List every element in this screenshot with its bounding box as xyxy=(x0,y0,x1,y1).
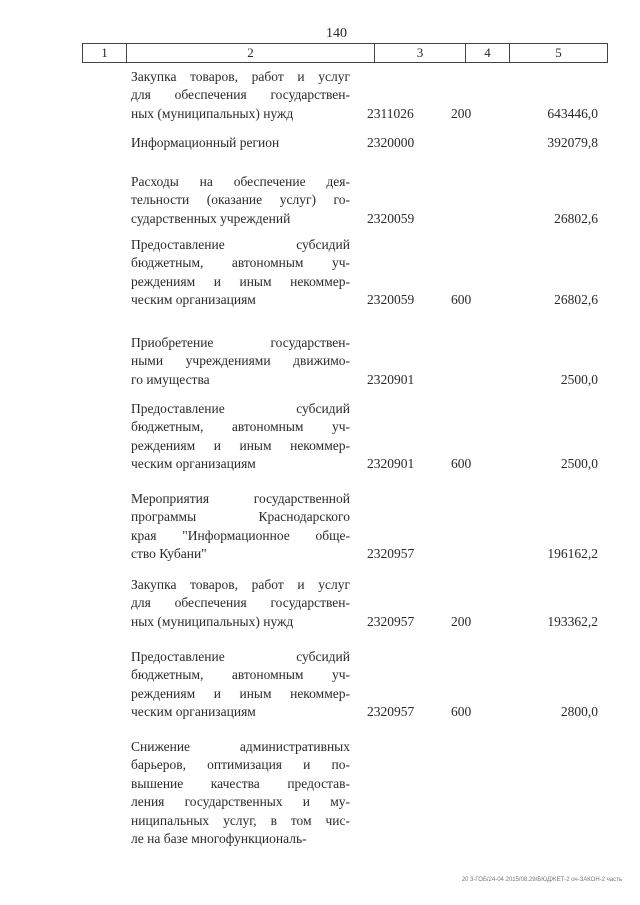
row-amount: 196162,2 xyxy=(547,546,598,562)
row-expense-type: 600 xyxy=(451,292,472,308)
row-expense-type: 200 xyxy=(451,105,472,121)
row-amount: 392079,8 xyxy=(547,135,598,150)
column-header-2: 2 xyxy=(127,44,375,62)
row-code: 2320957 xyxy=(367,613,415,629)
row-name-line: Мероприятия государственной xyxy=(131,491,350,506)
row-code: 2320957 xyxy=(367,704,415,720)
row-name xyxy=(131,68,350,123)
row-name-line: ческим организациям xyxy=(131,292,256,308)
row-name-line: вышение качества предостав- xyxy=(131,775,350,791)
row-code: 2320059 xyxy=(367,292,415,308)
row-name-line: ство Кубани" xyxy=(131,546,207,562)
column-header-1: 1 xyxy=(83,44,127,62)
row-amount: 193362,2 xyxy=(547,613,598,629)
row-name-line: Предоставление субсидий xyxy=(131,649,350,664)
row-name-line: ниципальных услуг, в том чис- xyxy=(131,812,350,828)
row-name-line: бюджетным, автономным уч- xyxy=(131,419,350,435)
row-name-line: ческим организациям xyxy=(131,704,256,720)
row-name-line: Закупка товаров, работ и услуг xyxy=(131,577,350,592)
column-header-row xyxy=(82,43,608,63)
row-expense-type: 600 xyxy=(451,456,472,472)
row-name-line: реждениям и иным некоммер- xyxy=(131,685,350,701)
row-code: 2320901 xyxy=(367,371,415,387)
row-name-line: Снижение административных xyxy=(131,739,350,754)
row-name xyxy=(131,648,350,722)
row-amount: 26802,6 xyxy=(554,292,598,308)
row-name-line: ными учреждениями движимо- xyxy=(131,353,350,369)
row-name-line: ных (муниципальных) нужд xyxy=(131,613,294,629)
row-name xyxy=(131,334,350,389)
row-code: 2311026 xyxy=(367,105,414,121)
footer-document-code: 20 3-ГОБ/24-04 2015/08.29/БЮДЖЕТ-2 оч-ЗАКОН-2 часть xyxy=(461,877,622,883)
row-name xyxy=(131,576,350,631)
row-code: 2320059 xyxy=(367,210,415,226)
row-name-line: го имущества xyxy=(131,371,210,387)
row-amount: 2500,0 xyxy=(560,456,598,472)
row-name-line: Предоставление субсидий xyxy=(131,237,350,252)
row-amount: 26802,6 xyxy=(554,210,598,226)
row-name-line: бюджетным, автономным уч- xyxy=(131,255,350,271)
row-name-line: ле на базе многофункциональ- xyxy=(131,831,307,847)
row-name-line: края "Информационное обще- xyxy=(131,527,350,543)
row-name xyxy=(131,400,350,474)
row-name-line: ления государственных и му- xyxy=(131,794,350,810)
row-name-line: Информационный регион xyxy=(131,135,280,150)
row-name xyxy=(131,173,350,228)
column-header-4: 4 xyxy=(466,44,510,62)
row-name-line: ческим организациям xyxy=(131,456,256,472)
row-code: 2320901 xyxy=(367,456,415,472)
row-name-line: сударственных учреждений xyxy=(131,210,291,226)
row-name-line: тельности (оказание услуг) го- xyxy=(131,192,350,208)
row-name-line: Закупка товаров, работ и услуг xyxy=(131,69,350,84)
row-name-line: программы Краснодарского xyxy=(131,509,350,525)
row-amount: 2500,0 xyxy=(560,371,598,387)
row-name xyxy=(131,490,350,564)
row-amount: 2800,0 xyxy=(560,704,598,720)
row-name-line: бюджетным, автономным уч- xyxy=(131,667,350,683)
row-name xyxy=(131,134,350,152)
row-name-line: Приобретение государствен- xyxy=(131,335,350,350)
row-expense-type: 600 xyxy=(451,704,472,720)
row-name-line: для обеспечения государствен- xyxy=(131,595,350,611)
row-expense-type: 200 xyxy=(451,613,472,629)
row-name xyxy=(131,236,350,310)
row-code: 2320000 xyxy=(367,135,415,150)
row-name-line: Расходы на обеспечение дея- xyxy=(131,174,350,189)
row-name-line: барьеров, оптимизация и по- xyxy=(131,757,350,773)
row-name-line: реждениям и иным некоммер- xyxy=(131,437,350,453)
row-name-line: ных (муниципальных) нужд xyxy=(131,105,294,121)
page-number: 140 xyxy=(326,26,347,41)
row-name-line: реждениям и иным некоммер- xyxy=(131,273,350,289)
column-header-3: 3 xyxy=(375,44,466,62)
column-header-5: 5 xyxy=(555,45,562,60)
row-name-line: Предоставление субсидий xyxy=(131,401,350,416)
row-code: 2320957 xyxy=(367,546,415,562)
row-name xyxy=(131,738,350,848)
row-name-line: для обеспечения государствен- xyxy=(131,87,350,103)
row-amount: 643446,0 xyxy=(547,105,598,121)
